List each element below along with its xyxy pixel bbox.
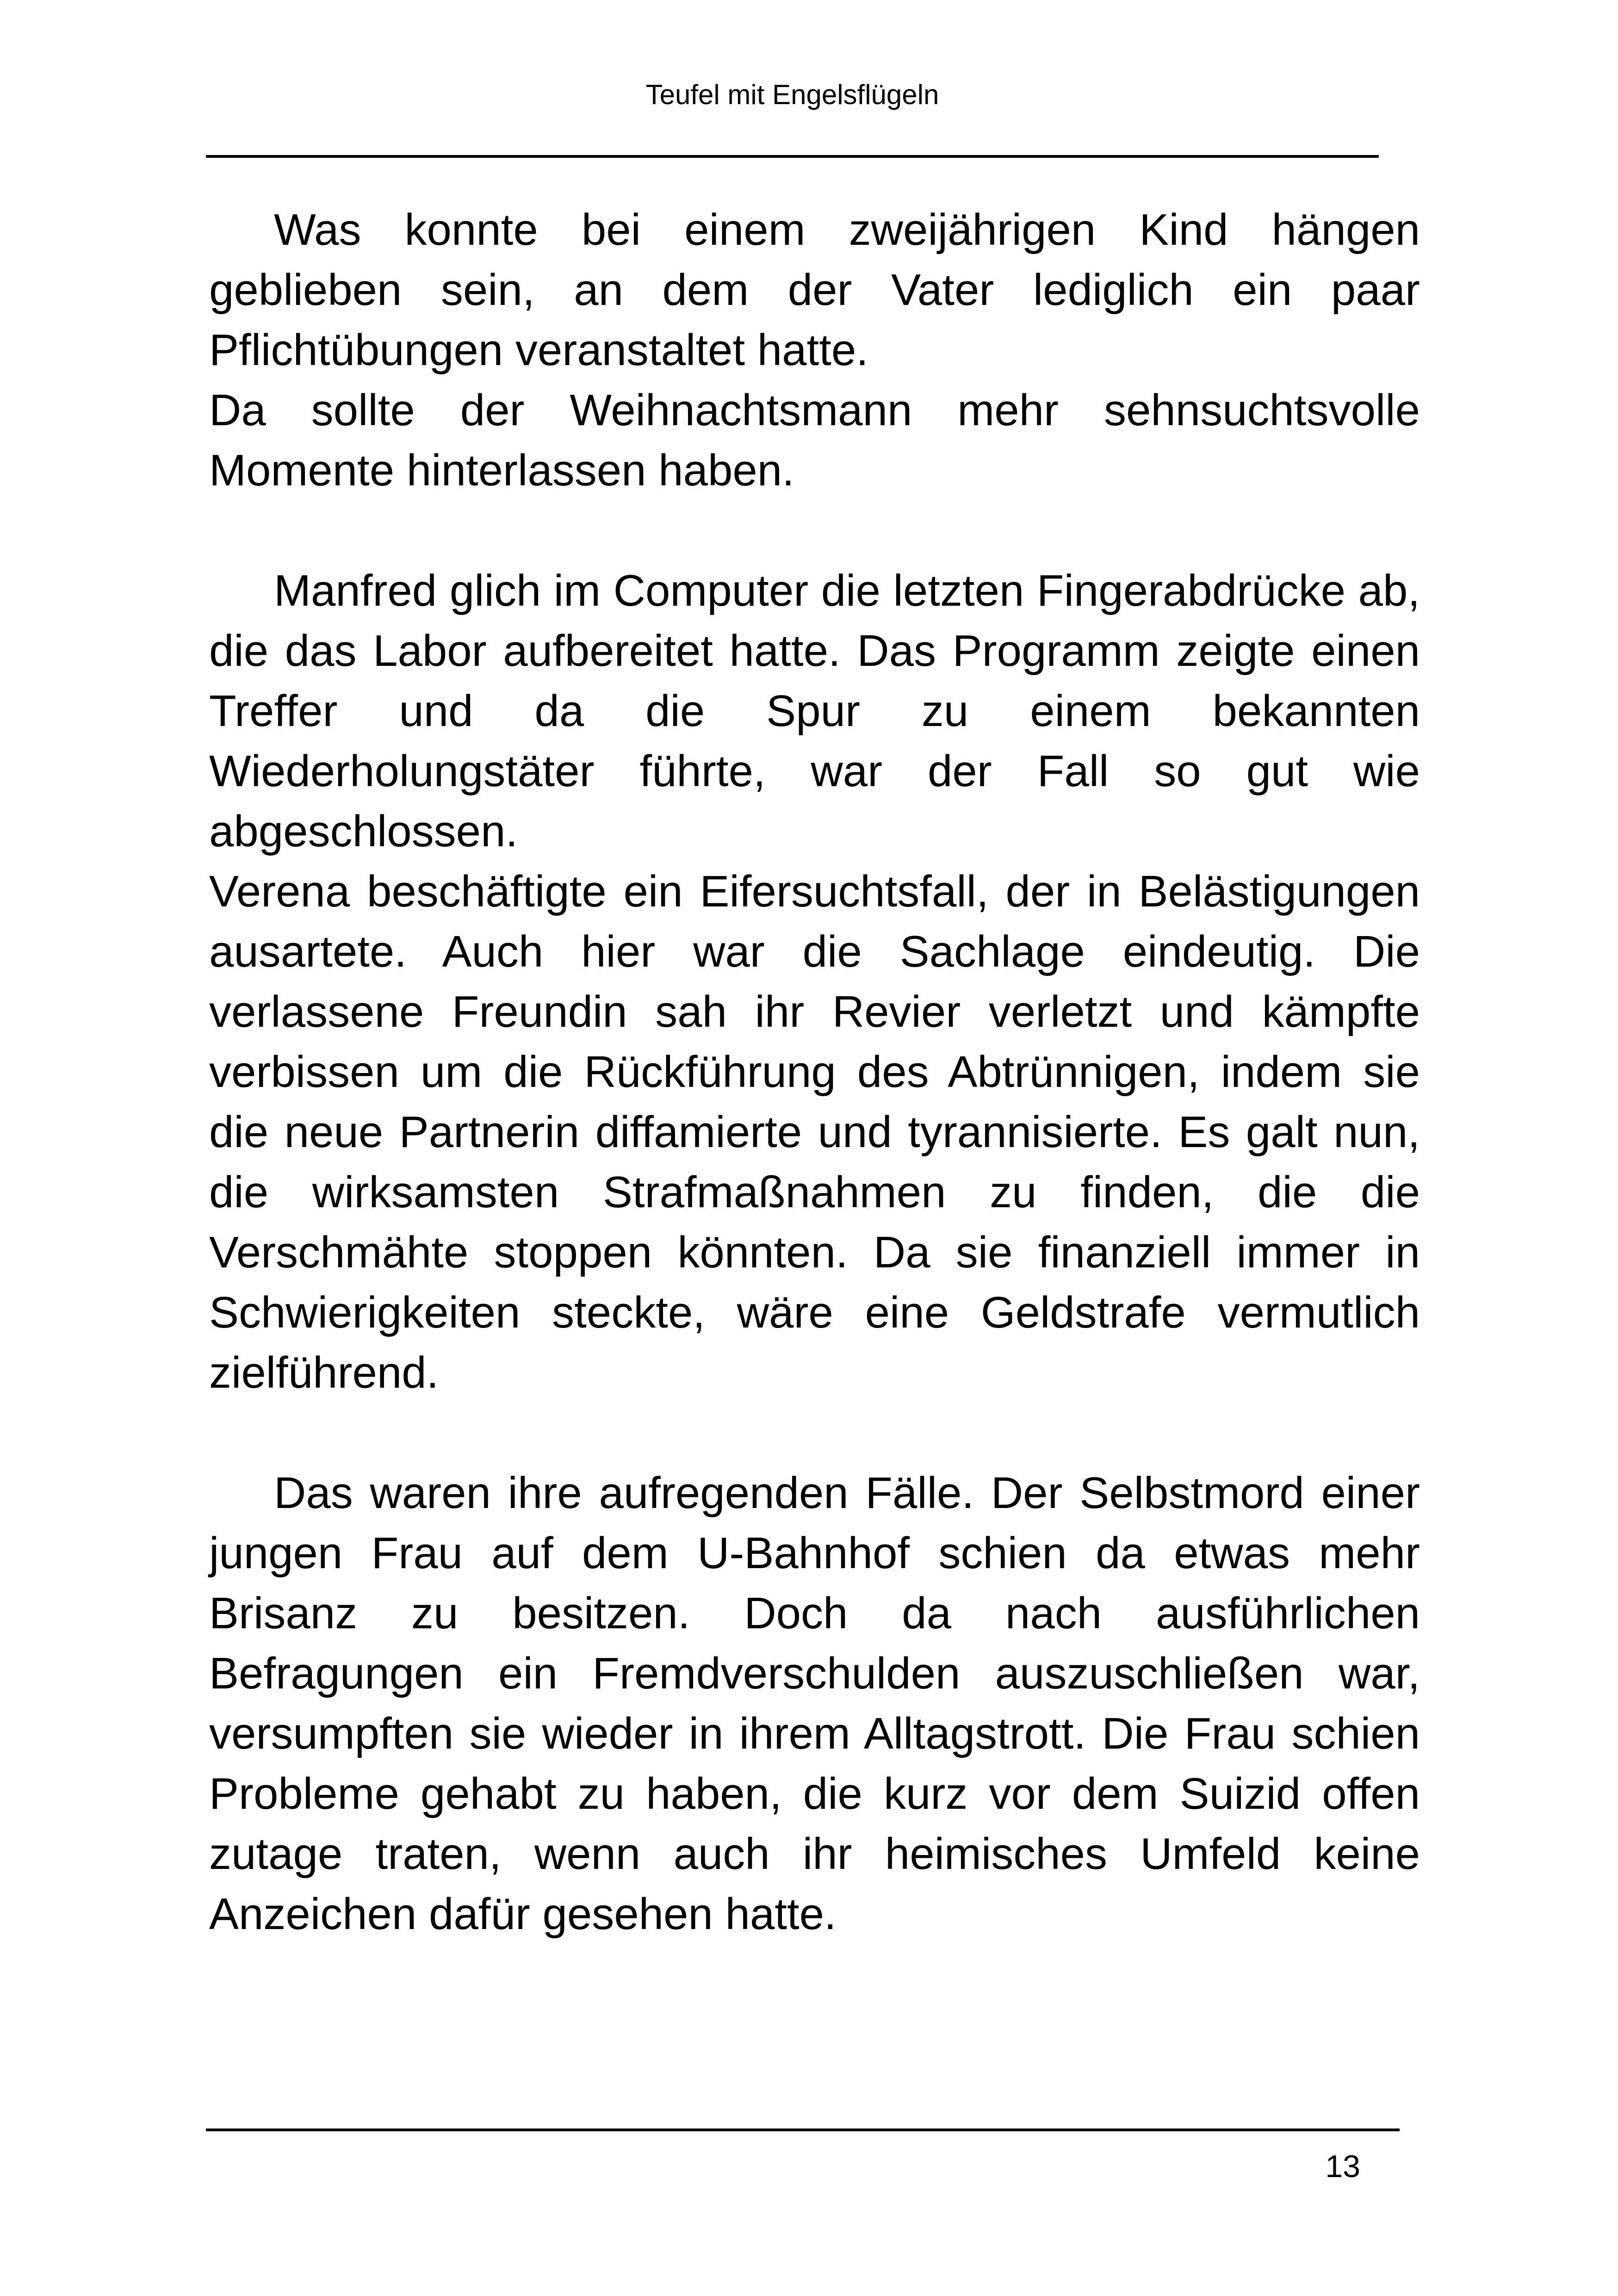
paragraph-3: Manfred glich im Computer die letzten Fingerabdrücke ab, die das Labor aufbereitet hatte. Das Programm zeigte einen Treffer und da die Spur zu einem bekannten Wiederholungstäter führte, war der Fall so gut wie abgeschlossen. — [209, 566, 1420, 856]
body-text — [209, 200, 1420, 1944]
paragraph-2: Da sollte der Weihnachtsmann mehr sehnsuchtsvolle Momente hinterlassen haben. — [209, 385, 1420, 495]
paragraph-5: Das waren ihre aufregenden Fälle. Der Selbstmord einer jungen Frau auf dem U-Bahnhof schien da etwas mehr Brisanz zu besitzen. Doch da nach ausführlichen Befragungen ein Fremdverschulden auszuschließen war, versumpften sie wieder in ihrem Alltagstrott. Die Frau schien Probleme gehabt zu haben, die kurz vor dem Suizid offen zutage traten, wenn auch ihr heimisches Umfeld keine Anzeichen dafür gesehen hatte. — [209, 1468, 1420, 1939]
footer-divider — [206, 2128, 1400, 2131]
page-number: 13 — [1325, 2149, 1360, 2184]
paragraph-1: Was konnte bei einem zweijährigen Kind hängen geblieben sein, an dem der Vater lediglich ein paar Pflichtübungen veranstaltet hatte. — [209, 205, 1420, 375]
paragraph-gap — [209, 501, 1420, 561]
paragraph-gap — [209, 1403, 1420, 1463]
paragraph-4: Verena beschäftigte ein Eifersuchtsfall, der in Belästigungen ausartete. Auch hier war die Sachlage eindeutig. Die verlassene Freundin sah ihr Revier verletzt und kämpfte verbissen um die Rückführung des Abtrünnigen, indem sie die neue Partnerin diffamierte und tyrannisierte. Es galt nun, die wirksamsten Strafmaßnahmen zu finden, die die Verschmähte stoppen könnten. Da sie finanziell immer in Schwierigkeiten steckte, wäre eine Geldstrafe vermutlich zielführend. — [209, 867, 1420, 1397]
running-header-title: Teufel mit Engelsflügeln — [645, 79, 939, 110]
header-divider — [206, 155, 1379, 158]
